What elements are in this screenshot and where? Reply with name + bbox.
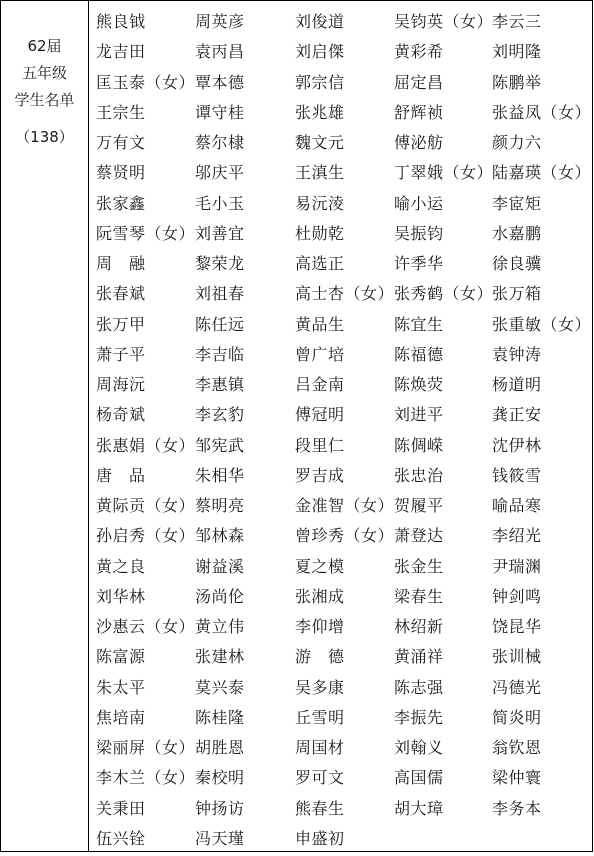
student-name: 饶昆华: [492, 617, 542, 636]
student-name: 段里仁: [295, 435, 345, 455]
student-name: 孙启秀（女）: [96, 526, 196, 546]
student-name: 刘善宜: [195, 223, 245, 243]
student-name: 许季华: [394, 254, 444, 273]
student-name: 梁丽屏（女）: [96, 738, 196, 757]
student-name: 陈福德: [394, 344, 444, 364]
student-name: 李吉临: [195, 344, 245, 364]
student-name: 黄之良: [96, 556, 146, 576]
student-name: 王宗生: [96, 102, 146, 122]
student-name: 黄品生: [295, 314, 345, 334]
name-row: [95, 70, 591, 100]
student-name: 袁丙昌: [195, 42, 245, 62]
student-name: 舒辉祯: [394, 102, 444, 122]
name-row: [95, 342, 591, 372]
name-row: [95, 765, 591, 795]
student-name: 黄立伟: [195, 617, 245, 636]
names-grid: [95, 9, 591, 856]
student-name: 贺履平: [394, 496, 444, 515]
student-name: 钟扬访: [195, 798, 245, 818]
student-name: 胡胜恩: [195, 738, 245, 757]
student-name: 夏之模: [295, 556, 345, 576]
student-name: 钟剑鸣: [492, 586, 542, 606]
name-row: [95, 644, 591, 674]
name-row: [95, 523, 591, 553]
name-row: [95, 433, 591, 463]
student-name: 颜力六: [492, 133, 542, 152]
student-name: 杨奇斌: [96, 405, 146, 425]
student-name: 邹宪武: [195, 435, 245, 455]
student-name: 刘进平: [394, 405, 444, 425]
name-row: [95, 130, 591, 160]
student-name: 曾珍秀（女）: [295, 526, 395, 546]
name-row: [95, 312, 591, 342]
student-name: 翁钦恩: [492, 738, 542, 757]
student-name: 张春斌: [96, 284, 146, 304]
student-name: 张秀鹤（女）: [394, 284, 494, 304]
student-name: 简炎明: [492, 707, 542, 727]
student-name: 蔡明亮: [195, 496, 245, 515]
student-name: 刘俊道: [295, 12, 345, 31]
student-name: 尹瑞渊: [492, 556, 542, 576]
student-name: 张万甲: [96, 314, 146, 334]
student-name: 谢益溪: [195, 556, 245, 576]
student-name: 李振先: [394, 707, 444, 727]
student-name: 张惠娟（女）: [96, 435, 196, 455]
name-row: [95, 735, 591, 765]
student-name: 杨道明: [492, 375, 542, 394]
student-name: 张重敏（女）: [492, 314, 592, 334]
student-name: 蔡贤明: [96, 163, 146, 183]
student-name: 屈定昌: [394, 72, 444, 92]
student-name: 黄涌祥: [394, 647, 444, 667]
student-name: 刘启傑: [295, 42, 345, 62]
student-name: 朱相华: [195, 465, 245, 485]
column-divider: [88, 1, 89, 851]
student-name: 熊春生: [295, 798, 345, 818]
student-name: 黄际贡（女）: [96, 496, 196, 515]
name-row: [95, 100, 591, 130]
student-name: 张训械: [492, 647, 542, 667]
label-line-grade: 五年级: [21, 64, 67, 82]
student-name: 蔡尔棣: [195, 133, 245, 152]
student-name: 张金生: [394, 556, 444, 576]
name-row: [95, 614, 591, 644]
student-name: 李仰增: [295, 617, 345, 636]
student-name: 陈任远: [195, 314, 245, 334]
name-row: [95, 221, 591, 251]
student-name: 杜勋乾: [295, 223, 345, 243]
student-name: 林绍新: [394, 617, 444, 636]
student-name: 万有文: [96, 133, 146, 152]
name-row: [95, 251, 591, 281]
student-name: 水嘉鹏: [492, 223, 542, 243]
student-name: 陈倜嵘: [394, 435, 444, 455]
name-row: [95, 281, 591, 311]
student-name: 冯天瑾: [195, 828, 245, 848]
student-name: 陈焕荧: [394, 375, 444, 394]
student-name: 金准智（女）: [295, 496, 395, 515]
student-name: 刘明隆: [492, 42, 542, 62]
name-row: [95, 826, 591, 856]
label-line-title: 学生名单: [14, 91, 75, 109]
name-row: [95, 9, 591, 39]
name-row: [95, 402, 591, 432]
student-name: 匡玉泰（女）: [96, 72, 196, 92]
student-name: 李木兰（女）: [96, 768, 196, 788]
student-name: 覃本德: [195, 72, 245, 92]
student-name: 萧子平: [96, 344, 146, 364]
name-row: [95, 584, 591, 614]
student-name: 李惠镇: [195, 375, 245, 394]
student-name: 龚正安: [492, 405, 542, 425]
student-name: 喻品寒: [492, 496, 542, 515]
student-name: 梁春生: [394, 586, 444, 606]
student-name: 吴多康: [295, 677, 345, 697]
student-name: 汤尚伦: [195, 586, 245, 606]
student-name: 胡大璋: [394, 798, 444, 818]
student-name: 张湘成: [295, 586, 345, 606]
student-name: 刘翰义: [394, 738, 444, 757]
name-row: [95, 191, 591, 221]
student-name: 高选正: [295, 254, 345, 273]
student-name: 秦校明: [195, 768, 245, 788]
student-name: 喻小运: [394, 193, 444, 213]
student-name: 朱太平: [96, 677, 146, 697]
student-name: 周 融: [96, 254, 146, 273]
student-name: 邹林森: [195, 526, 245, 546]
student-name: 沈伊林: [492, 435, 542, 455]
student-name: 周国材: [295, 738, 345, 757]
student-name: 萧登达: [394, 526, 444, 546]
student-name: 李宧矩: [492, 193, 542, 213]
name-row: [95, 554, 591, 584]
student-name: 陆嘉瑛（女）: [492, 163, 592, 183]
student-name: 谭守桂: [195, 102, 245, 122]
name-row: [95, 39, 591, 69]
student-name: 熊良钺: [96, 12, 146, 31]
name-row: [95, 796, 591, 826]
student-name: 申盛初: [295, 828, 345, 848]
name-row: [95, 372, 591, 402]
student-name: 张建林: [195, 647, 245, 667]
name-row: [95, 160, 591, 190]
student-name: 周英彦: [195, 12, 245, 31]
class-label: [1, 1, 88, 151]
student-name: 张家鑫: [96, 193, 146, 213]
student-name: 黎荣龙: [195, 254, 245, 273]
student-name: 袁钟涛: [492, 344, 542, 364]
student-name: 焦培南: [96, 707, 146, 727]
student-name: 李务本: [492, 798, 542, 818]
student-name: 丘雪明: [295, 707, 345, 727]
student-name: 郭宗信: [295, 72, 345, 92]
student-name: 陈鹏举: [492, 72, 542, 92]
student-name: 刘祖春: [195, 284, 245, 304]
student-name: 张万箱: [492, 284, 542, 304]
student-name: 陈富源: [96, 647, 146, 667]
label-line-class-year: 62届: [27, 37, 62, 55]
student-name: 游 德: [295, 647, 345, 667]
student-name: 罗吉成: [295, 465, 345, 485]
student-name: 李云三: [492, 12, 542, 31]
student-name: 伍兴铨: [96, 828, 146, 848]
student-name: 张兆雄: [295, 102, 345, 122]
student-name: 徐良骥: [492, 254, 542, 273]
student-name: 唐 品: [96, 465, 146, 485]
student-name: 高国儒: [394, 768, 444, 788]
name-row: [95, 493, 591, 523]
student-name: 邬庆平: [195, 163, 245, 183]
student-name: 曾广培: [295, 344, 345, 364]
student-name: 龙吉田: [96, 42, 146, 62]
student-name: 吴振钧: [394, 223, 444, 243]
name-row: [95, 675, 591, 705]
student-name: 陈桂隆: [195, 707, 245, 727]
student-name: 高士杏（女）: [295, 284, 395, 304]
name-row: [95, 705, 591, 735]
student-name: 周海沅: [96, 375, 146, 394]
student-name: 李玄豹: [195, 405, 245, 425]
name-row: [95, 463, 591, 493]
student-name: 陈宜生: [394, 314, 444, 334]
student-name: 吴钧英（女）: [394, 12, 494, 31]
student-name: 梁仲寰: [492, 768, 542, 788]
student-name: 王滇生: [295, 163, 345, 183]
student-name: 关秉田: [96, 798, 146, 818]
student-name: 冯德光: [492, 677, 542, 697]
student-count: （138）: [15, 128, 74, 146]
student-name: 易沅淩: [295, 193, 345, 213]
student-name: 刘华林: [96, 586, 146, 606]
student-name: 吕金南: [295, 375, 345, 394]
student-name: 李绍光: [492, 526, 542, 546]
student-name: 毛小玉: [195, 193, 245, 213]
student-name: 张忠治: [394, 465, 444, 485]
student-name: 黄彩希: [394, 42, 444, 62]
student-name: 莫兴泰: [195, 677, 245, 697]
student-name: 傅冠明: [295, 405, 345, 425]
student-name: 罗可文: [295, 768, 345, 788]
student-name: 陈志强: [394, 677, 444, 697]
student-name: 沙惠云（女）: [96, 617, 196, 636]
student-name: 傅泌舫: [394, 133, 444, 152]
student-name: 魏文元: [295, 133, 345, 152]
student-name: 阮雪琴（女）: [96, 223, 196, 243]
student-name: 丁翠娥（女）: [394, 163, 494, 183]
student-name: 钱筱雪: [492, 465, 542, 485]
student-name: 张益凤（女）: [492, 102, 592, 122]
